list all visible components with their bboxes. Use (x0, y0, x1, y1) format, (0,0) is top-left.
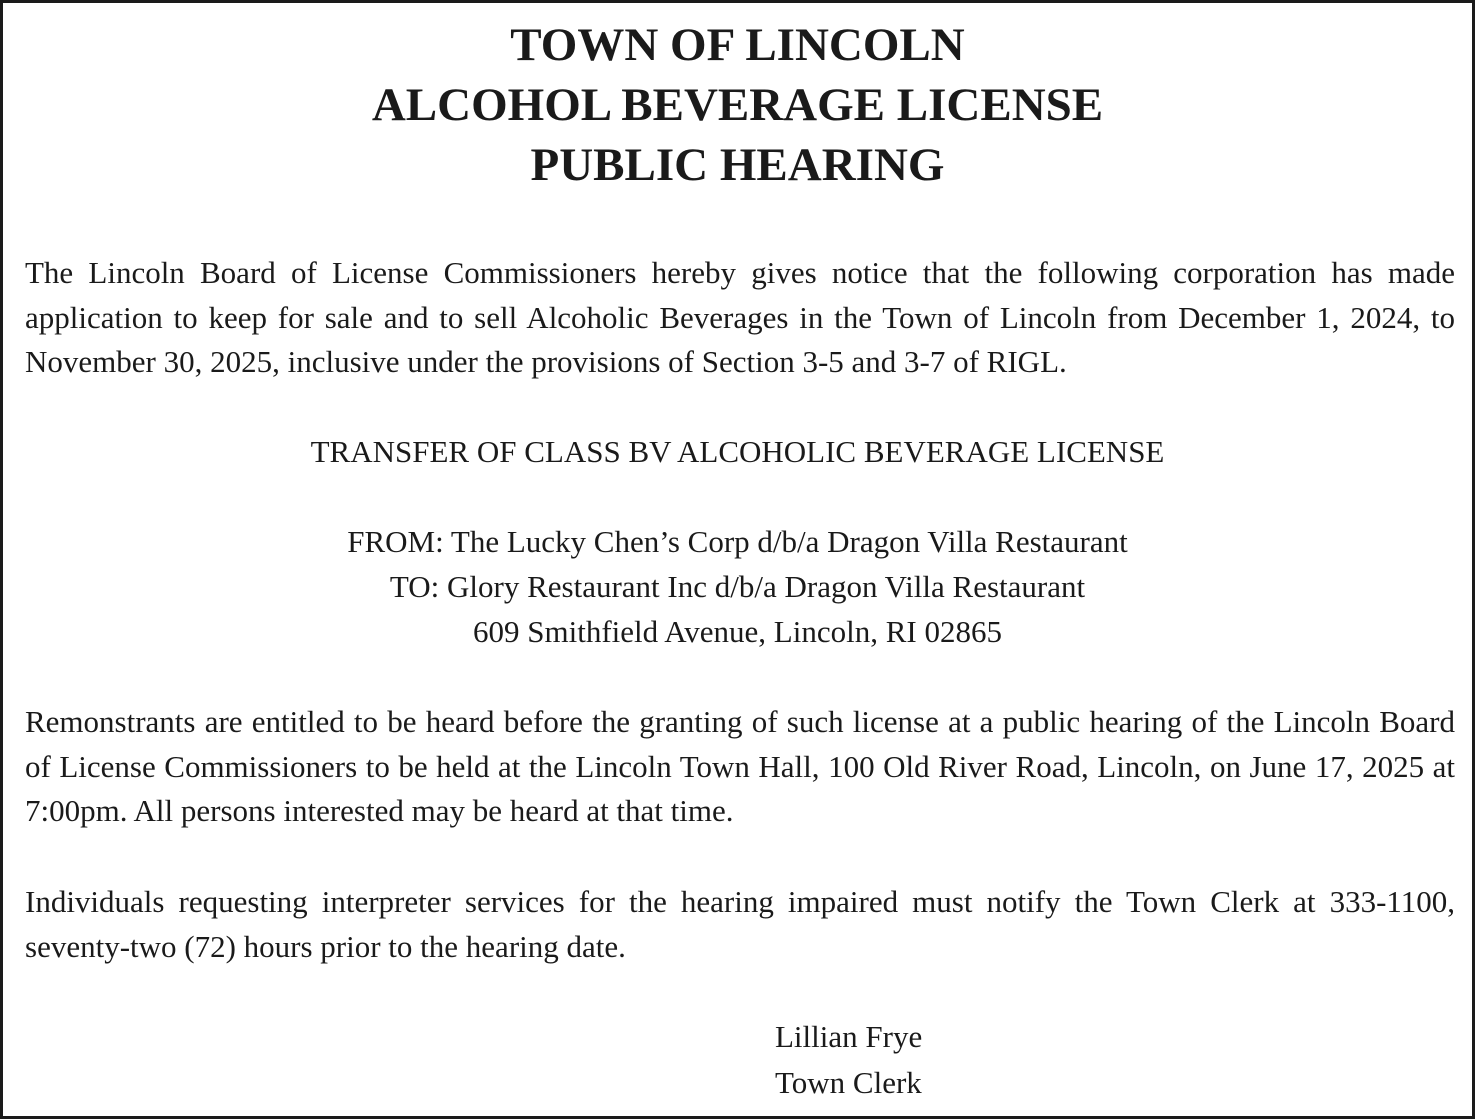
license-type: TRANSFER OF CLASS BV ALCOHOLIC BEVERAGE LICENSE (310, 434, 1165, 469)
signature-name: Lillian Frye (775, 1019, 923, 1054)
intro-paragraph: The Lincoln Board of License Commissioners hereby gives notice that the following corporation has made application to keep for sale and to sell Alcoholic Beverages in the Town of Lincoln from December 1, 2024, to November 30, 2025, inclusive under the provisions of Section 3-5 and 3-7 of RIGL. (25, 255, 1455, 379)
signature-title: Town Clerk (775, 1065, 922, 1100)
hearing-paragraph: Remonstrants are entitled to be heard before the granting of such license at a public hearing of the Lincoln Board of License Commissioners to be held at the Lincoln Town Hall, 100 Old River Road, Lincoln, on June 17, 2025 at 7:00pm. All persons interested may be heard at that time. (25, 704, 1455, 828)
transfer-from: FROM: The Lucky Chen’s Corp d/b/a Dragon Villa Restaurant (347, 524, 1128, 559)
notice-title-hearing: PUBLIC HEARING (530, 139, 945, 191)
premises-address: 609 Smithfield Avenue, Lincoln, RI 02865 (473, 614, 1002, 649)
notice-title-license: ALCOHOL BEVERAGE LICENSE (371, 79, 1104, 131)
transfer-to: TO: Glory Restaurant Inc d/b/a Dragon Villa Restaurant (389, 569, 1086, 604)
interpreter-paragraph: Individuals requesting interpreter services for the hearing impaired must notify the Town Clerk at 333-1100, seventy-two (72) hours prior to the hearing date. (25, 884, 1455, 964)
notice-title-town: TOWN OF LINCOLN (510, 19, 965, 71)
